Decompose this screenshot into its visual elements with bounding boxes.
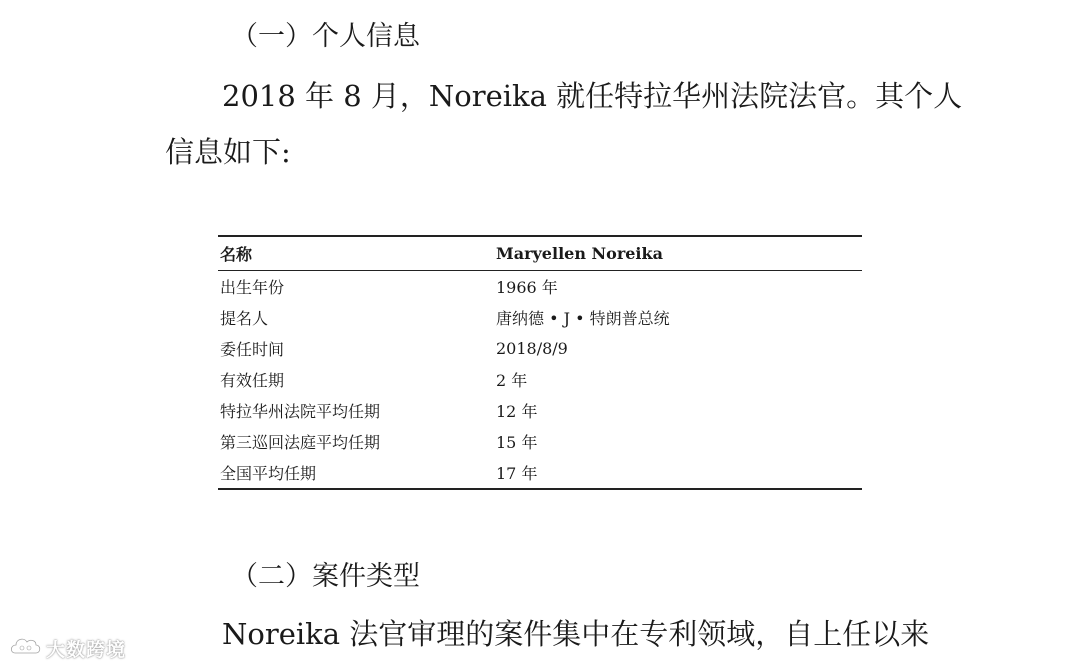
table-cell-value: 1966 年 xyxy=(496,278,558,297)
table-row xyxy=(218,333,862,364)
table-cell-value: 15 年 xyxy=(496,433,538,452)
paragraph-line: 2018 年 8 月，Noreika 就任特拉华州法院法官。其个人 xyxy=(222,79,963,113)
table-cell-label: 全国平均任期 xyxy=(220,464,317,483)
table-row xyxy=(218,364,862,395)
table-cell-label: 第三巡回法庭平均任期 xyxy=(220,433,381,452)
table-cell-label: 出生年份 xyxy=(220,278,285,297)
paragraph-line: 信息如下: xyxy=(165,135,291,169)
table-row xyxy=(218,302,862,333)
table-row xyxy=(218,426,862,457)
table-row xyxy=(218,457,862,489)
table-cell-value: 2018/8/9 xyxy=(496,339,568,358)
table-cell-value: 12 年 xyxy=(496,402,538,421)
watermark-text: 大数跨境 xyxy=(46,638,127,661)
table-header-row xyxy=(218,236,862,271)
section-heading-personal-info: （一）个人信息 xyxy=(231,21,420,52)
table-cell-value: 17 年 xyxy=(496,464,538,483)
cloud-logo-icon xyxy=(8,633,42,663)
paragraph-line: Noreika 法官审理的案件集中在专利领域，自上任以来 xyxy=(222,617,930,651)
table-row xyxy=(218,271,862,303)
table-cell-value: 唐纳德 • J • 特朗普总统 xyxy=(496,309,670,328)
table-header-cell: Maryellen Noreika xyxy=(496,244,663,263)
table-cell-label: 提名人 xyxy=(220,309,269,328)
table-cell-value: 2 年 xyxy=(496,371,528,390)
section-heading-case-types: （二）案件类型 xyxy=(231,561,420,592)
table-cell-label: 委任时间 xyxy=(220,340,285,359)
table-cell-label: 特拉华州法院平均任期 xyxy=(220,402,381,421)
table-cell-label: 有效任期 xyxy=(220,371,285,390)
table-row xyxy=(218,395,862,426)
personal-info-table xyxy=(218,235,862,490)
watermark xyxy=(8,633,126,663)
table-header-cell: 名称 xyxy=(220,245,253,264)
